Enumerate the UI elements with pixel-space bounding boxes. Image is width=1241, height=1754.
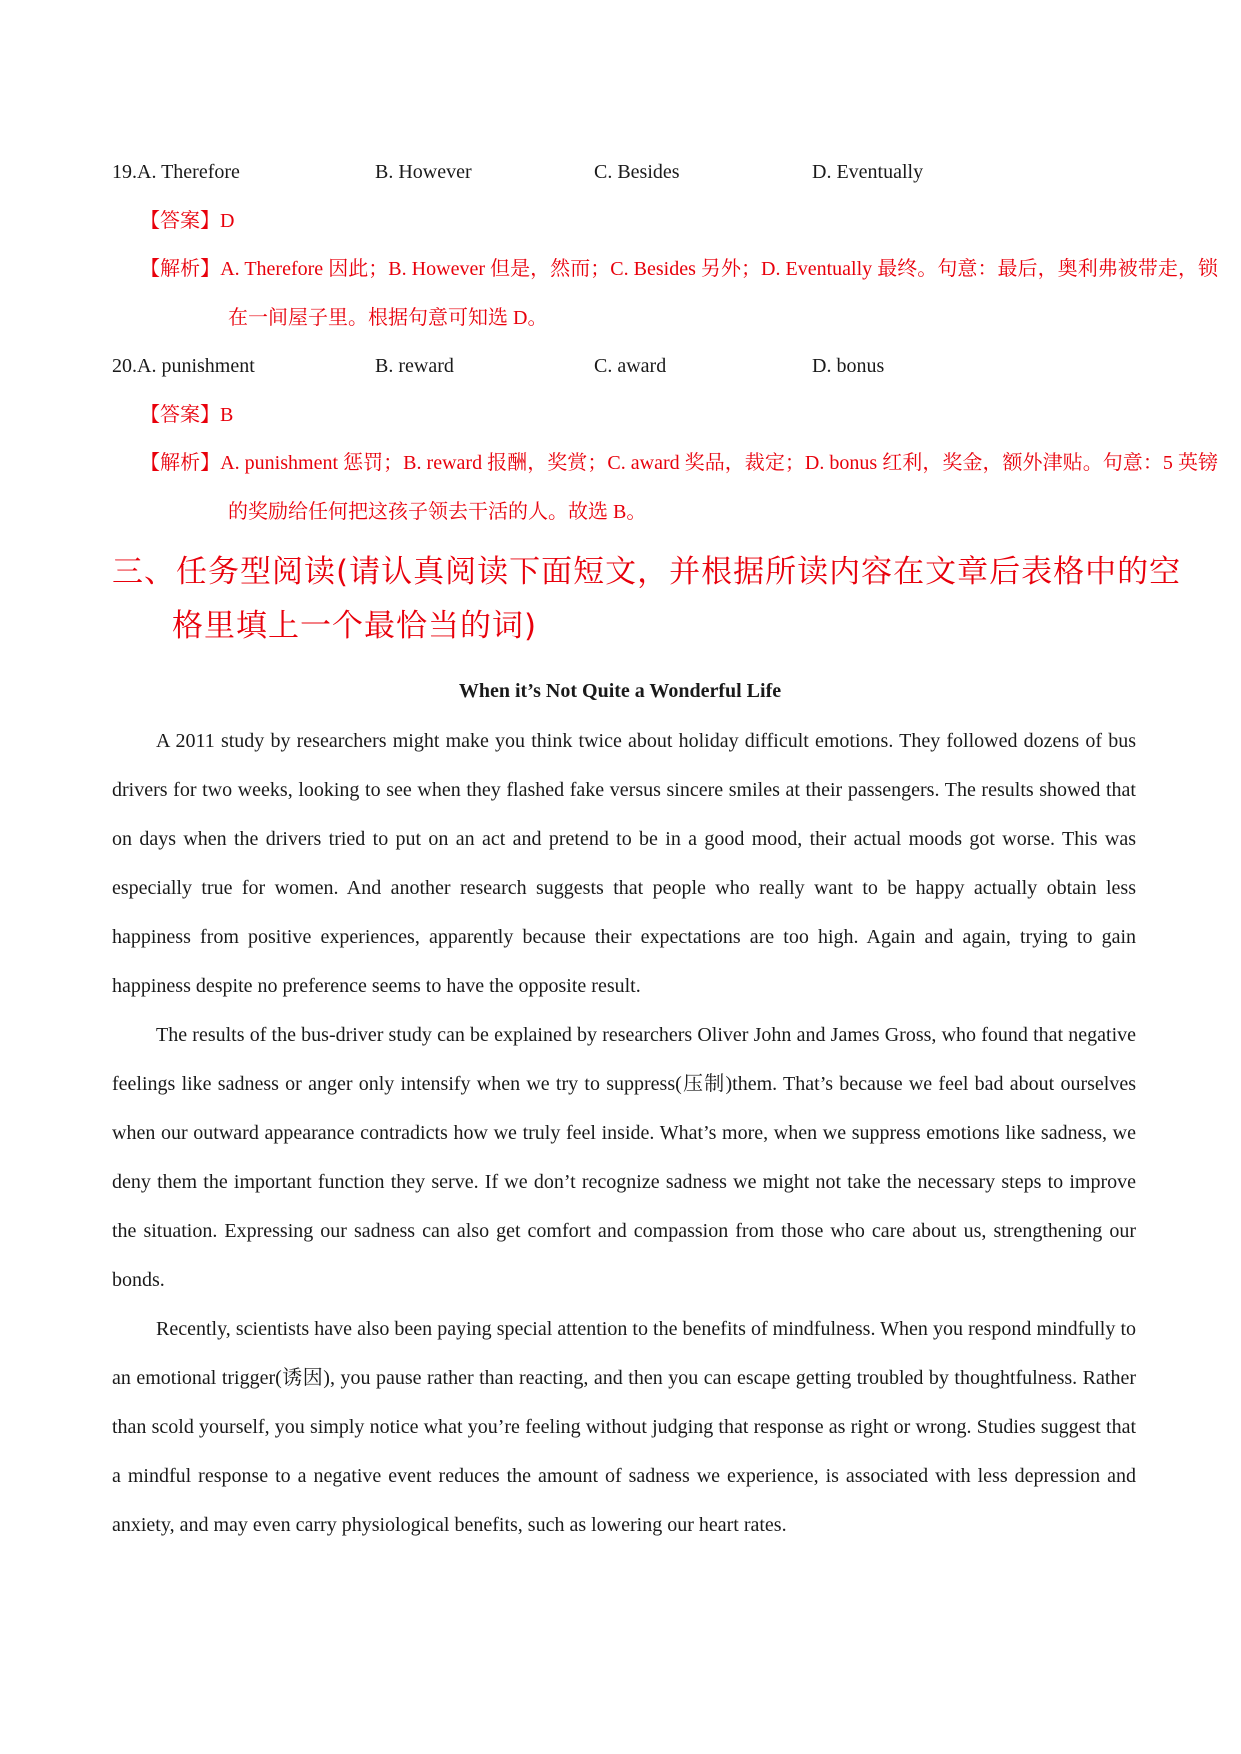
answer-20: 【答案】B <box>140 404 234 426</box>
paragraph-3: Recently, scientists have also been paying special attention to the benefits of mindfulness. When you respond mindfully to an emotional trigger(诱因), you pause rather than reacting, and then you can escape getting troubled by thoughtfulness. Rather than scold yourself, you simply notice what you’re feeling without judging that response as right or wrong. Studies suggest that a mindful response to a negative event reduces the amount of sadness we experience, is associated with less depression and anxiety, and may even carry physiological benefits, such as lowering our heart rates. <box>112 1318 1136 1536</box>
paragraph-2: The results of the bus-driver study can be explained by researchers Oliver John and James Gross, who found that negative feelings like sadness or anger only intensify when we try to suppress(压制)them. That’s because we feel bad about ourselves when our outward appearance contradicts how we truly feel inside. What’s more, when we suppress emotions like sadness, we deny them the important function they serve. If we don’t recognize sadness we might not take the necessary steps to improve the situation. Expressing our sadness can also get comfort and compassion from those who care about us, strengthening our bonds. <box>112 1024 1136 1291</box>
option-d: D. bonus <box>812 355 885 377</box>
option-b: B. However <box>375 161 472 183</box>
option-d: D. Eventually <box>812 161 924 183</box>
question-19-options <box>112 157 1112 187</box>
paragraph-1: A 2011 study by researchers might make you think twice about holiday difficult emotions. They followed dozens of bus drivers for two weeks, looking to see when they flashed fake versus sincere smiles at their passengers. The results showed that on days when the drivers tried to put on an act and pretend to be in a good mood, their actual moods got worse. This was especially true for women. And another research suggests that people who really want to be happy actually obtain less happiness from positive experiences, apparently because their expectations are too high. Again and again, trying to gain happiness despite no preference seems to have the opposite result. <box>112 730 1136 997</box>
explanation-20: 【解析】A. punishment 惩罚；B. reward 报酬，奖赏；C. award 奖品，裁定；D. bonus 红利，奖金，额外津贴。句意：5 英镑的奖励给任何把这孩子领去干活的人。故选 B。 <box>140 452 1218 523</box>
option-c: C. award <box>594 355 667 377</box>
question-20-options <box>112 351 1112 381</box>
passage-body <box>112 717 1136 1550</box>
option-b: B. reward <box>375 355 454 377</box>
explanation-19: 【解析】A. Therefore 因此；B. However 但是，然而；C. Besides 另外；D. Eventually 最终。句意：最后，奥利弗被带走，锁在一间屋子里。根据句意可知选 D。 <box>140 258 1218 329</box>
option-a: 20.A. punishment <box>112 355 255 377</box>
passage-title: When it’s Not Quite a Wonderful Life <box>458 680 782 702</box>
answer-19: 【答案】D <box>140 210 235 232</box>
option-a: 19.A. Therefore <box>112 161 240 183</box>
section-heading: 三、任务型阅读(请认真阅读下面短文，并根据所读内容在文章后表格中的空格里填上一个最恰当的词) <box>112 554 1182 644</box>
option-c: C. Besides <box>594 161 680 183</box>
